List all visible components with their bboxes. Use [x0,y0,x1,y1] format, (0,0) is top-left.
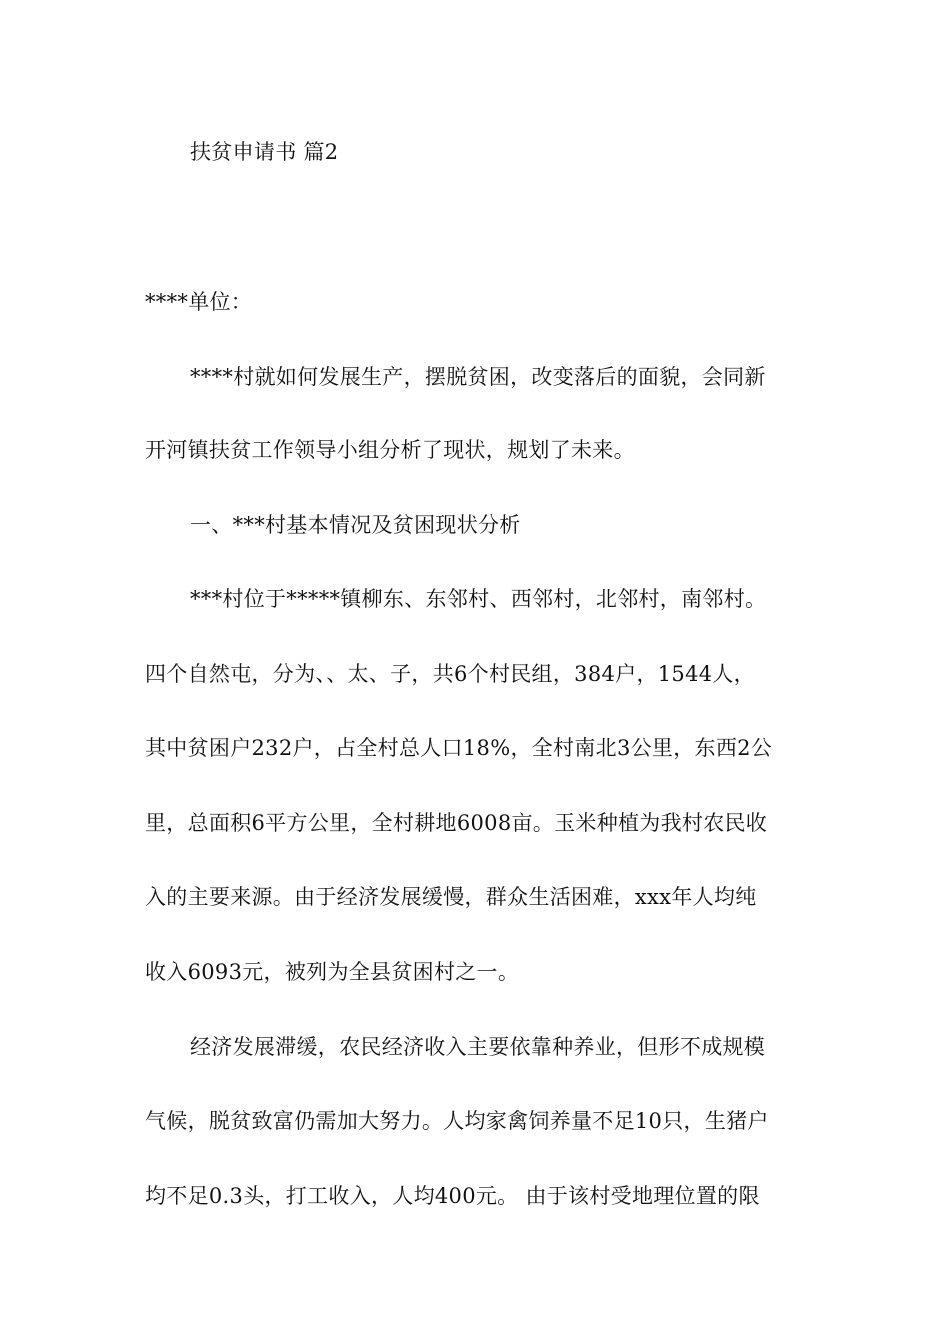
salutation: ****单位： [145,290,253,314]
paragraph-line: 开河镇扶贫工作领导小组分析了现状，规划了未来。 [145,438,635,462]
paragraph-line: 经济发展滞缓，农民经济收入主要依靠种养业，但形不成规模 [190,1035,766,1059]
document-title: 扶贫申请书 篇2 [190,140,339,164]
paragraph-line: 气候，脱贫致富仍需加大努力。人均家禽饲养量不足10只，生猪户 [145,1109,769,1133]
paragraph-line: 其中贫困户232户，占全村总人口18%，全村南北3公里，东西2公 [145,736,773,760]
paragraph-line: ****村就如何发展生产，摆脱贫困，改变落后的面貌，会同新 [190,365,766,389]
paragraph-line: 收入6093元，被列为全县贫困村之一。 [145,960,520,984]
paragraph-line: 四个自然屯，分为、、太、子，共6个村民组，384户，1544人， [145,662,755,686]
section-heading: 一、***村基本情况及贫困现状分析 [190,513,521,537]
paragraph-line: 均不足0.3头，打工收入，人均400元。 由于该村受地理位置的限 [145,1184,760,1208]
paragraph-line: 里，总面积6平方公里，全村耕地6008亩。玉米种植为我村农民收 [145,811,768,835]
paragraph-line: 入的主要来源。由于经济发展缓慢，群众生活困难，xxx年人均纯 [145,885,757,909]
paragraph-line: ***村位于*****镇柳东、东邻村、西邻村，北邻村，南邻村。 [190,587,767,611]
